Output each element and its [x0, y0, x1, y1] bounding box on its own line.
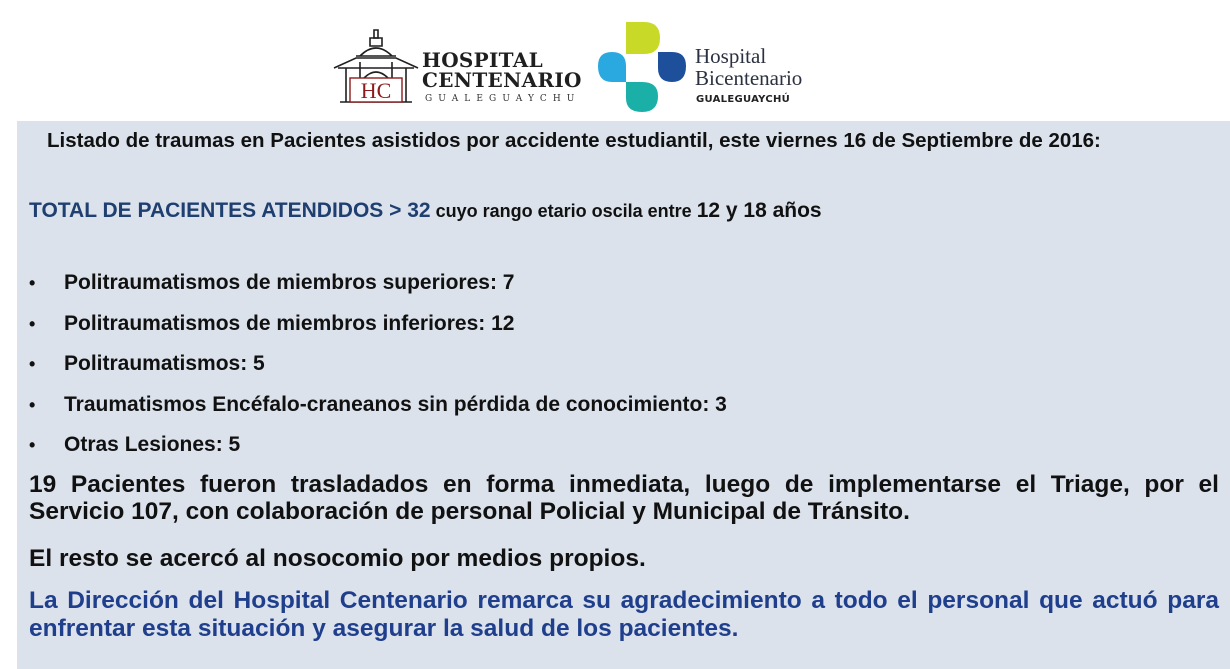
hc-city: GUALEGUAYCHU: [425, 94, 581, 104]
hospital-centenario-logo: [330, 26, 580, 110]
header: [0, 0, 1230, 120]
age-range-connector: cuyo rango etario oscila entre: [430, 201, 697, 221]
hospital-building-icon: [330, 26, 422, 110]
list-item: • Otras Lesiones: 5: [29, 425, 727, 466]
transfer-paragraph: 19 Pacientes fueron trasladados en forma inmediata, luego de implementarse el Triage, por el Servicio 107, con colaboración de personal Policial y Municipal de Tránsito.: [29, 471, 1219, 525]
hb-city: GUALEGUAYCHÚ: [696, 94, 791, 105]
content-panel: [17, 121, 1230, 669]
list-item: • Politraumatismos de miembros superiores: 7: [29, 263, 727, 304]
hc-monogram: HC: [360, 78, 392, 103]
hb-name-line1: Hospital: [695, 44, 767, 68]
total-label: TOTAL DE PACIENTES ATENDIDOS > 32: [29, 199, 431, 222]
age-range: 12 y 18 años: [696, 199, 822, 222]
thanks-paragraph: La Dirección del Hospital Centenario remarca su agradecimiento a todo el personal que actuó para enfrentar esta situación y asegurar la salud de los pacientes.: [29, 587, 1219, 642]
list-item: • Politraumatismos: 5: [29, 344, 727, 385]
hb-name-line2: Bicentenario: [695, 66, 803, 90]
list-item: • Politraumatismos de miembros inferiores: 12: [29, 304, 727, 345]
colored-petals-icon: [596, 20, 688, 114]
trauma-list: [29, 263, 727, 466]
list-item: • Traumatismos Encéfalo-craneanos sin pérdida de conocimiento: 3: [29, 385, 727, 426]
hc-name-line2: CENTENARIO: [422, 68, 582, 92]
rest-paragraph: El resto se acercó al nosocomio por medios propios.: [29, 545, 646, 572]
report-title: Listado de traumas en Pacientes asistidos por accidente estudiantil, este viernes 16 de Septiembre de 2016:: [47, 129, 1101, 152]
hc-name-line1: HOSPITAL: [422, 48, 543, 72]
hospital-bicentenario-logo: [596, 20, 836, 116]
total-patients: [29, 199, 822, 223]
